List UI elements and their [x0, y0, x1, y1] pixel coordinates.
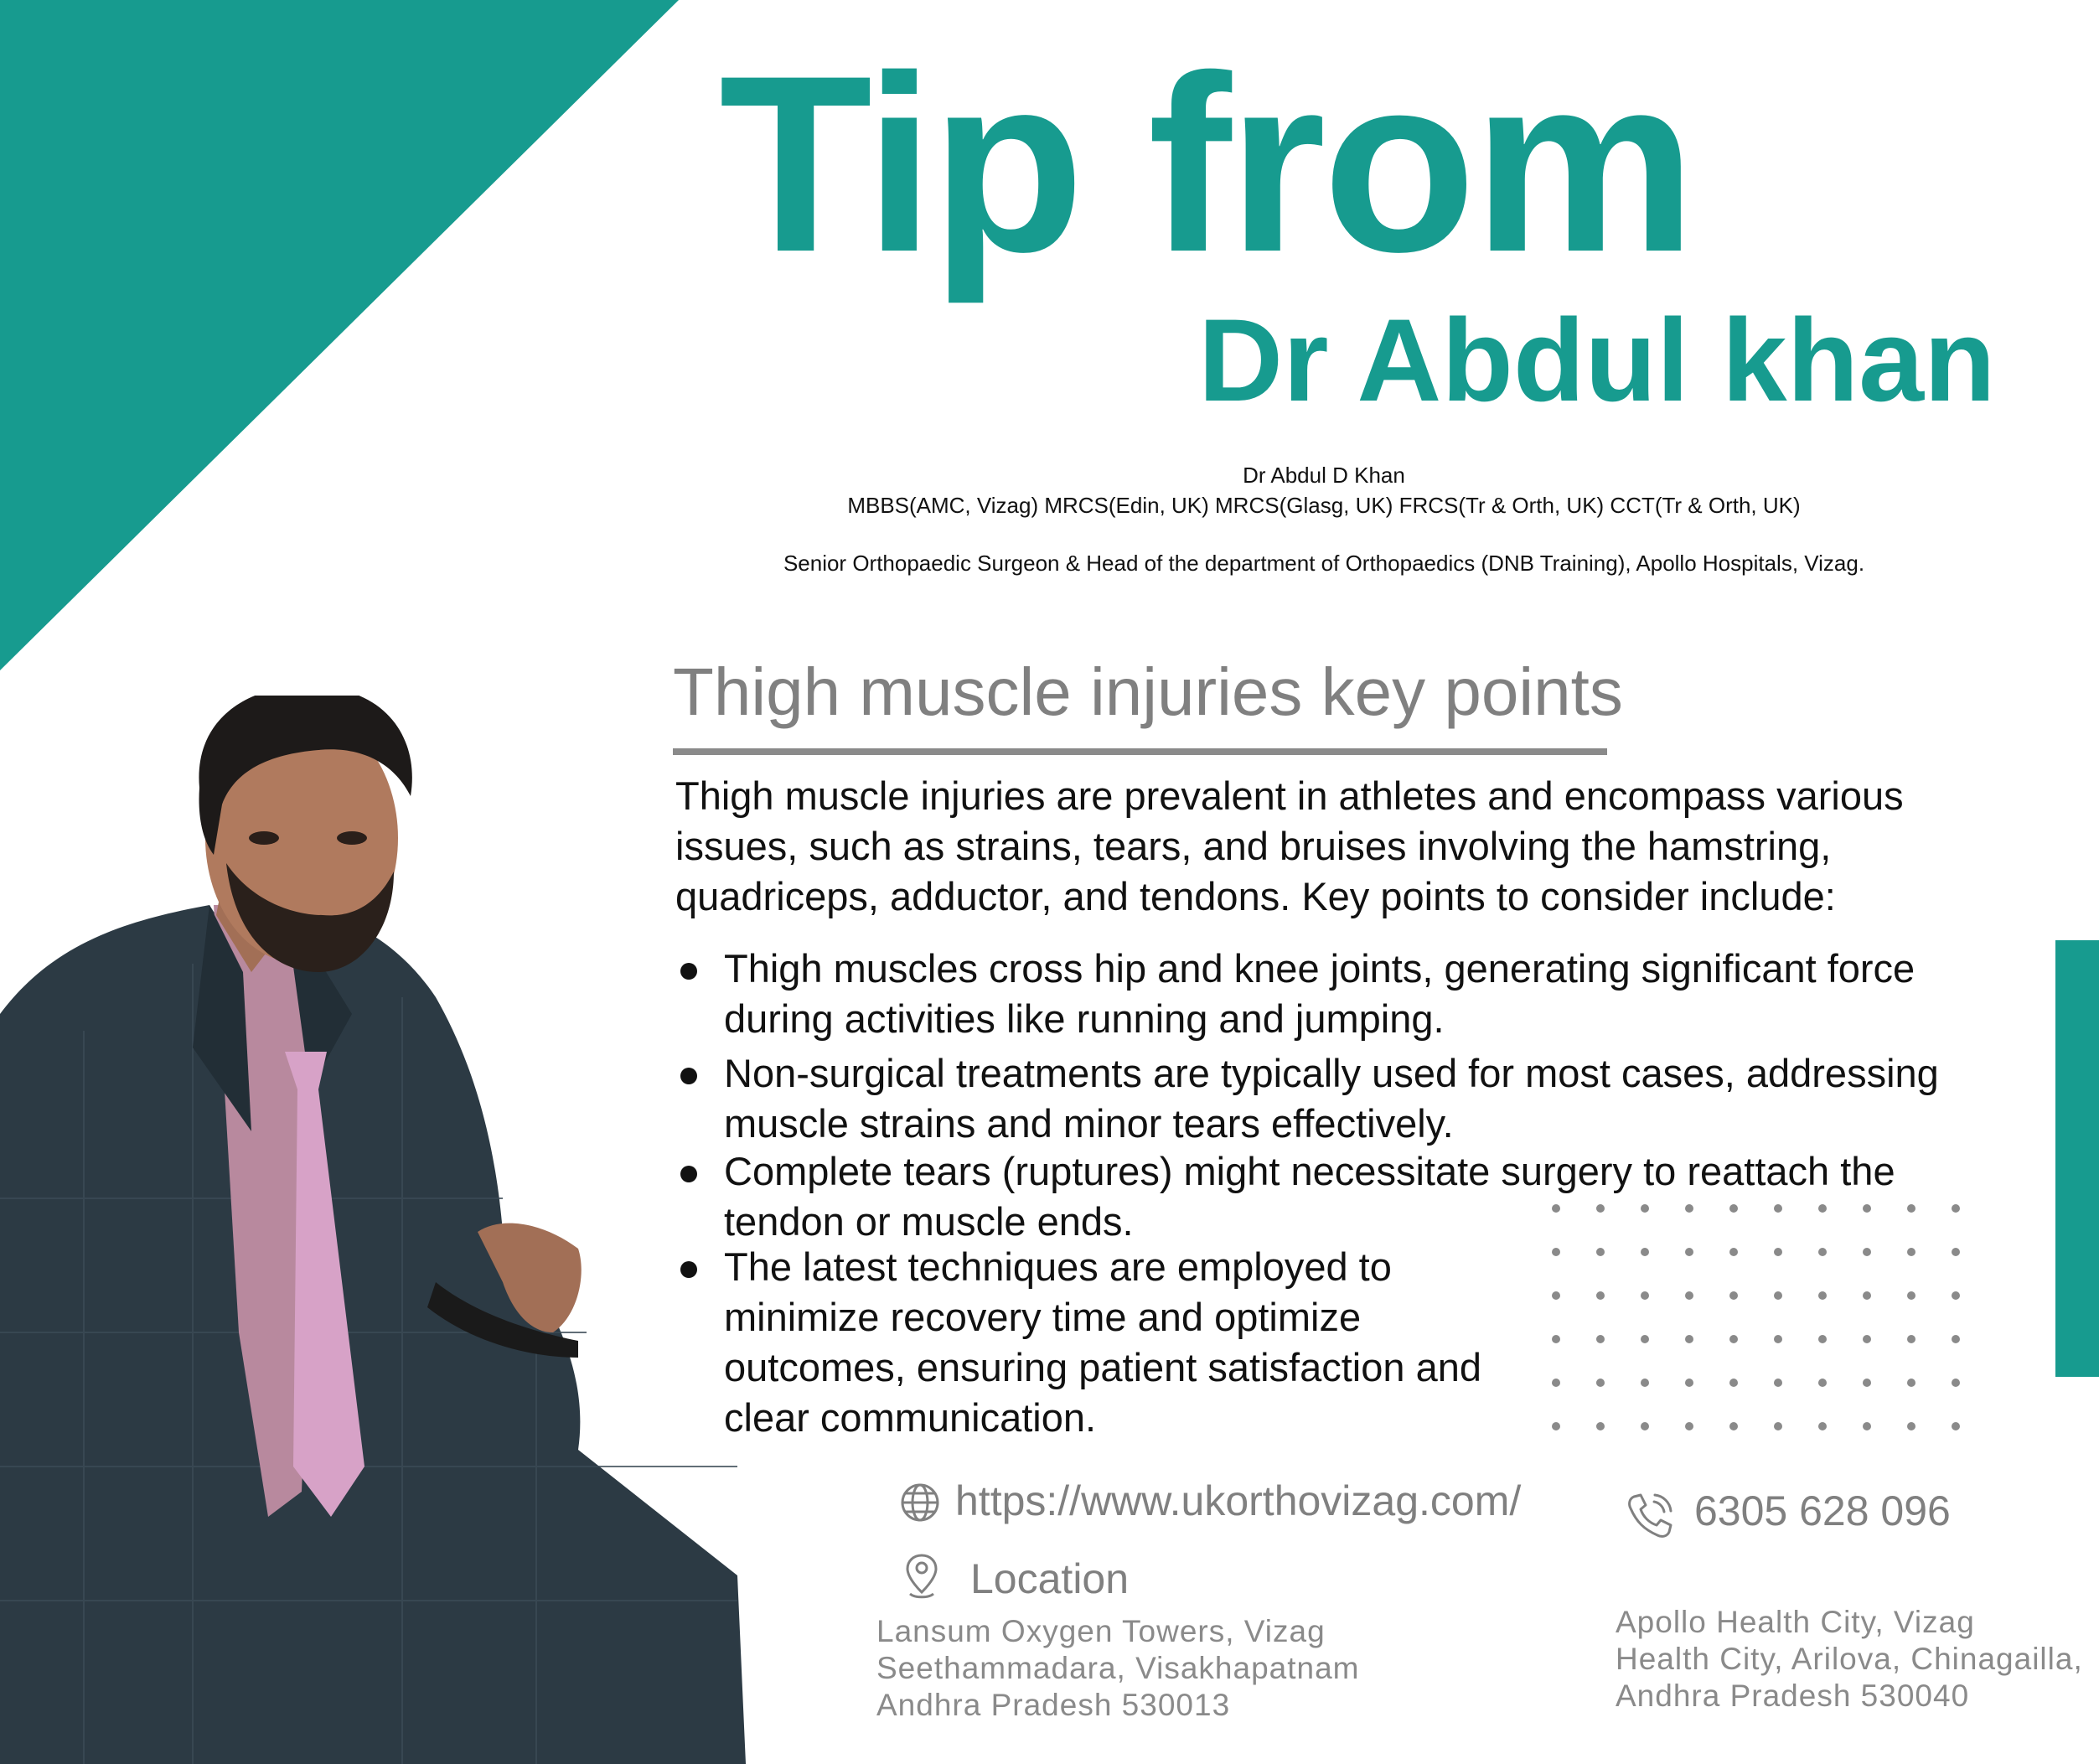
key-point-line: minimize recovery time and optimize [724, 1295, 1362, 1339]
grid-dot [1863, 1248, 1871, 1256]
intro-line: Thigh muscle injuries are prevalent in athletes and encompass various [675, 773, 1904, 818]
doctor-degrees: MBBS(AMC, Vizag) MRCS(Edin, UK) MRCS(Glasg, UK) FRCS(Tr & Orth, UK) CCT(Tr & Orth, UK) [847, 493, 1801, 518]
address-block-2 [1616, 1604, 2083, 1715]
grid-dot [1552, 1335, 1560, 1343]
grid-dot [1952, 1422, 1960, 1430]
grid-dot [1552, 1248, 1560, 1256]
intro-line: quadriceps, adductor, and tendons. Key points to consider include: [675, 874, 1836, 918]
key-point-line: muscle strains and minor tears effectively. [724, 1101, 1454, 1146]
section-heading: Thigh muscle injuries key points [673, 654, 1623, 729]
grid-dot [1685, 1335, 1693, 1343]
grid-dot [1952, 1291, 1960, 1300]
grid-dot [1774, 1422, 1782, 1430]
grid-dot [1863, 1291, 1871, 1300]
grid-dot [1596, 1422, 1605, 1430]
grid-dot [1552, 1379, 1560, 1387]
address-line: Andhra Pradesh 530013 [876, 1688, 1231, 1722]
grid-dot [1685, 1379, 1693, 1387]
grid-dot [1641, 1248, 1649, 1256]
grid-dot [1818, 1422, 1827, 1430]
key-point-line: Complete tears (ruptures) might necessitate surgery to reattach the [724, 1149, 1895, 1193]
grid-dot [1685, 1248, 1693, 1256]
address-block-1 [876, 1613, 1359, 1724]
address-line: Apollo Health City, Vizag [1616, 1605, 1975, 1639]
address-line: Seethammadara, Visakhapatnam [876, 1651, 1360, 1685]
grid-dot [1729, 1335, 1738, 1343]
phone-number[interactable]: 6305 628 096 [1694, 1487, 1951, 1534]
grid-dot [1685, 1291, 1693, 1300]
location-pin-icon [903, 1552, 940, 1601]
grid-dot [1863, 1422, 1871, 1430]
grid-dot [1729, 1248, 1738, 1256]
grid-dot [1552, 1422, 1560, 1430]
globe-icon [899, 1482, 941, 1523]
grid-dot [1774, 1204, 1782, 1213]
headline-doctor-name: Dr Abdul khan [1198, 294, 1996, 426]
grid-dot [1907, 1335, 1915, 1343]
key-point-line: during activities like running and jumping. [724, 996, 1445, 1041]
grid-dot [1863, 1379, 1871, 1387]
grid-dot [1952, 1379, 1960, 1387]
grid-dot [1729, 1204, 1738, 1213]
grid-dot [1685, 1422, 1693, 1430]
key-point-line: clear communication. [724, 1395, 1097, 1440]
grid-dot [1907, 1204, 1915, 1213]
key-point-item [675, 944, 2033, 1044]
grid-dot [1729, 1379, 1738, 1387]
key-point-line: Thigh muscles cross hip and knee joints, generating significant force [724, 946, 1915, 991]
grid-dot [1596, 1335, 1605, 1343]
grid-dot [1907, 1422, 1915, 1430]
grid-dot [1774, 1379, 1782, 1387]
grid-dot [1818, 1204, 1827, 1213]
doctor-position: Senior Orthopaedic Surgeon & Head of the department of Orthopaedics (DNB Training), Apollo Hospitals, Vizag. [783, 551, 1865, 576]
dot-grid-decoration [1546, 1198, 1965, 1433]
right-accent-bar [2055, 940, 2099, 1377]
doctor-photo [0, 696, 754, 1764]
key-point-line: The latest techniques are employed to [724, 1244, 1392, 1289]
grid-dot [1952, 1248, 1960, 1256]
grid-dot [1641, 1422, 1649, 1430]
grid-dot [1818, 1335, 1827, 1343]
location-label: Location [970, 1555, 1130, 1602]
key-point-line: tendon or muscle ends. [724, 1199, 1134, 1244]
grid-dot [1729, 1291, 1738, 1300]
grid-dot [1774, 1291, 1782, 1300]
grid-dot [1641, 1335, 1649, 1343]
doctor-full-name: Dr Abdul D Khan [1243, 463, 1405, 488]
grid-dot [1596, 1291, 1605, 1300]
grid-dot [1685, 1204, 1693, 1213]
grid-dot [1818, 1379, 1827, 1387]
grid-dot [1952, 1335, 1960, 1343]
key-point-item [675, 1048, 2033, 1149]
grid-dot [1596, 1248, 1605, 1256]
grid-dot [1596, 1204, 1605, 1213]
key-point-line: Non-surgical treatments are typically used for most cases, addressing [724, 1051, 1939, 1095]
grid-dot [1863, 1335, 1871, 1343]
headline-tip-from: Tip from [719, 23, 1693, 304]
grid-dot [1774, 1248, 1782, 1256]
grid-dot [1729, 1422, 1738, 1430]
intro-paragraph [675, 771, 1983, 922]
grid-dot [1907, 1248, 1915, 1256]
section-underline [673, 748, 1607, 755]
grid-dot [1641, 1204, 1649, 1213]
grid-dot [1907, 1291, 1915, 1300]
grid-dot [1552, 1204, 1560, 1213]
grid-dot [1818, 1248, 1827, 1256]
grid-dot [1641, 1379, 1649, 1387]
grid-dot [1774, 1335, 1782, 1343]
intro-line: issues, such as strains, tears, and bruises involving the hamstring, [675, 824, 1832, 868]
corner-triangle-decoration [0, 0, 679, 670]
grid-dot [1907, 1379, 1915, 1387]
grid-dot [1863, 1204, 1871, 1213]
website-link[interactable]: https://www.ukorthovizag.com/ [955, 1477, 1522, 1524]
grid-dot [1552, 1291, 1560, 1300]
address-line: Lansum Oxygen Towers, Vizag [876, 1614, 1326, 1648]
key-point-line: outcomes, ensuring patient satisfaction and [724, 1345, 1481, 1389]
phone-icon [1626, 1492, 1674, 1540]
grid-dot [1818, 1291, 1827, 1300]
address-line: Andhra Pradesh 530040 [1616, 1679, 1970, 1713]
grid-dot [1596, 1379, 1605, 1387]
grid-dot [1641, 1291, 1649, 1300]
address-line: Health City, Arilova, Chinagailla, [1616, 1642, 2083, 1676]
grid-dot [1952, 1204, 1960, 1213]
